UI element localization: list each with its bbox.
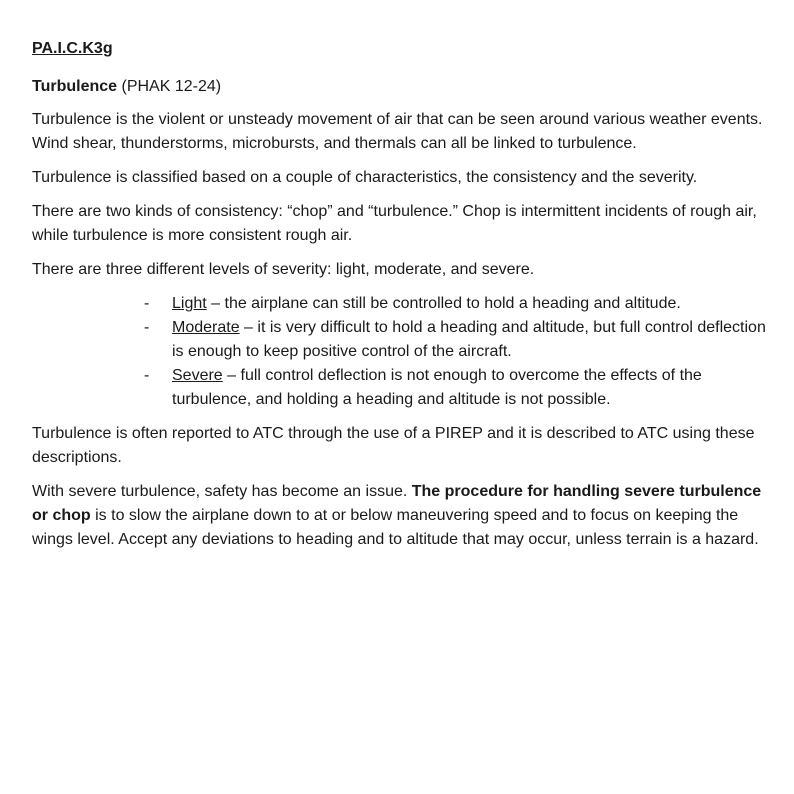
document-page [32, 38, 772, 562]
paragraph-consistency: There are two kinds of consistency: “chop” and “turbulence.” Chop is intermittent incidents of rough air, while turbulence is more consistent rough air. [32, 203, 757, 244]
paragraph-classification: Turbulence is classified based on a couple of characteristics, the consistency and the severity. [32, 169, 698, 186]
list-item [144, 364, 772, 412]
procedure-bold: The procedure for handling severe turbulence or chop [32, 483, 762, 524]
list-item [144, 316, 772, 364]
severity-desc-severe: – full control deflection is not enough to overcome the effects of the turbulence, and holding a heading and altitude is not possible. [172, 367, 702, 408]
paragraph-procedure [32, 480, 772, 552]
heading-title: Turbulence [32, 78, 118, 95]
procedure-rest: is to slow the airplane down to at or below maneuvering speed and to focus on keeping the wings level. Accept any deviations to heading and to altitude that may occur, unless terrain is a hazard. [32, 507, 759, 548]
severity-list [32, 292, 772, 412]
severity-desc-moderate: – it is very difficult to hold a heading and altitude, but full control deflection is enough to keep positive control of the aircraft. [172, 319, 766, 360]
procedure-lead: With severe turbulence, safety has become an issue. [32, 483, 412, 500]
severity-term-moderate: Moderate [172, 319, 240, 336]
list-item [144, 292, 772, 316]
list-dash: - [144, 295, 150, 312]
severity-term-light: Light [172, 295, 207, 312]
severity-term-severe: Severe [172, 367, 223, 384]
paragraph-severity-intro: There are three different levels of severity: light, moderate, and severe. [32, 261, 535, 278]
list-dash: - [144, 319, 150, 336]
paragraph-pirep: Turbulence is often reported to ATC through the use of a PIREP and it is described to ATC using these descriptions. [32, 425, 755, 466]
heading-source: (PHAK 12-24) [121, 78, 222, 95]
section-code: PA.I.C.K3g [32, 40, 113, 57]
list-dash: - [144, 367, 150, 384]
paragraph-definition: Turbulence is the violent or unsteady movement of air that can be seen around various weather events. Wind shear, thunderstorms, microbursts, and thermals can all be linked to turbulence. [32, 111, 763, 152]
section-heading [32, 76, 772, 98]
severity-desc-light: – the airplane can still be controlled to hold a heading and altitude. [206, 295, 681, 312]
